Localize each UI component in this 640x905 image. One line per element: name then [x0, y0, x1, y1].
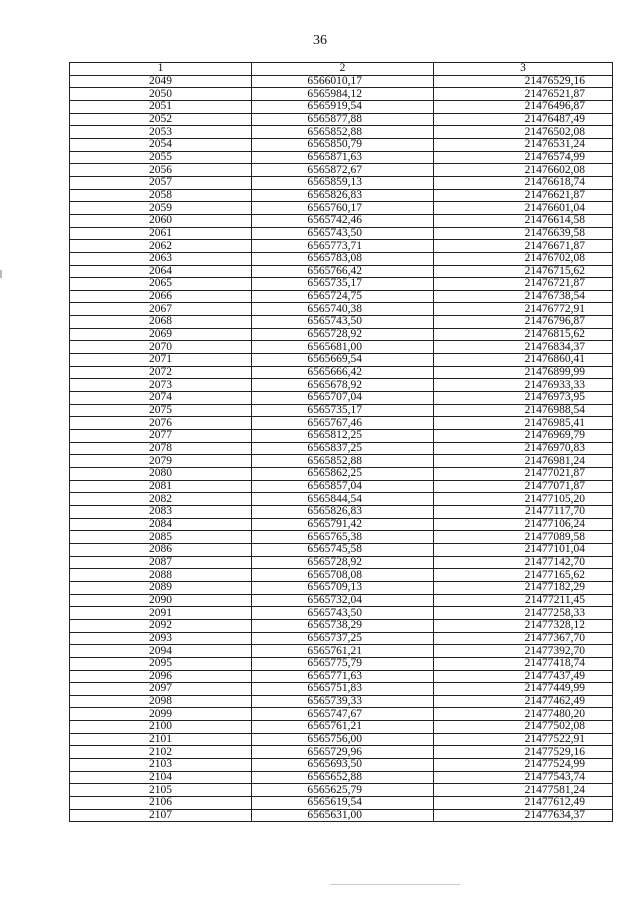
point-number-cell: 2068: [70, 316, 252, 329]
table-row: [70, 518, 613, 531]
y-coordinate-cell: 21476973,95: [434, 392, 613, 405]
table-row: [70, 240, 613, 253]
x-coordinate-cell: 6565783,08: [252, 252, 434, 265]
table-row: [70, 176, 613, 189]
point-number-cell: 2095: [70, 657, 252, 670]
y-coordinate-cell: 21477021,87: [434, 468, 613, 481]
point-number-cell: 2107: [70, 809, 252, 822]
point-number-cell: 2099: [70, 708, 252, 721]
point-number-cell: 2100: [70, 721, 252, 734]
table-row: [70, 721, 613, 734]
x-coordinate-cell: 6566010,17: [252, 75, 434, 88]
y-coordinate-cell: 21477543,74: [434, 771, 613, 784]
x-coordinate-cell: 6565984,12: [252, 88, 434, 101]
y-coordinate-cell: 21477612,49: [434, 797, 613, 810]
x-coordinate-cell: 6565631,00: [252, 809, 434, 822]
table-row: [70, 695, 613, 708]
point-number-cell: 2067: [70, 303, 252, 316]
x-coordinate-cell: 6565708,08: [252, 569, 434, 582]
point-number-cell: 2074: [70, 392, 252, 405]
table-row: [70, 468, 613, 481]
x-coordinate-cell: 6565669,54: [252, 354, 434, 367]
table-row: [70, 581, 613, 594]
point-number-cell: 2051: [70, 100, 252, 113]
x-coordinate-cell: 6565837,25: [252, 442, 434, 455]
point-number-cell: 2101: [70, 733, 252, 746]
x-coordinate-cell: 6565765,38: [252, 531, 434, 544]
point-number-cell: 2056: [70, 164, 252, 177]
page-number: 36: [313, 33, 327, 48]
table-row: [70, 480, 613, 493]
y-coordinate-cell: 21477392,70: [434, 645, 613, 658]
point-number-cell: 2075: [70, 404, 252, 417]
point-number-cell: 2106: [70, 797, 252, 810]
point-number-cell: 2049: [70, 75, 252, 88]
x-coordinate-cell: 6565666,42: [252, 366, 434, 379]
point-number-cell: 2062: [70, 240, 252, 253]
table-row: [70, 126, 613, 139]
y-coordinate-cell: 21477502,08: [434, 721, 613, 734]
table-row: [70, 303, 613, 316]
x-coordinate-cell: 6565791,42: [252, 518, 434, 531]
point-number-cell: 2061: [70, 227, 252, 240]
y-coordinate-cell: 21477328,12: [434, 619, 613, 632]
table-row: [70, 543, 613, 556]
x-coordinate-cell: 6565871,63: [252, 151, 434, 164]
point-number-cell: 2054: [70, 138, 252, 151]
y-coordinate-cell: 21477634,37: [434, 809, 613, 822]
table-row: [70, 708, 613, 721]
x-coordinate-cell: 6565745,58: [252, 543, 434, 556]
y-coordinate-cell: 21476796,87: [434, 316, 613, 329]
point-number-cell: 2059: [70, 202, 252, 215]
x-coordinate-cell: 6565761,21: [252, 645, 434, 658]
x-coordinate-cell: 6565919,54: [252, 100, 434, 113]
table-row: [70, 645, 613, 658]
y-coordinate-cell: 21477182,29: [434, 581, 613, 594]
column-header-1: 1: [70, 63, 252, 76]
y-coordinate-cell: 21477367,70: [434, 632, 613, 645]
point-number-cell: 2086: [70, 543, 252, 556]
table-row: [70, 290, 613, 303]
x-coordinate-cell: 6565767,46: [252, 417, 434, 430]
x-coordinate-cell: 6565760,17: [252, 202, 434, 215]
y-coordinate-cell: 21476969,79: [434, 430, 613, 443]
y-coordinate-cell: 21477165,62: [434, 569, 613, 582]
y-coordinate-cell: 21476502,08: [434, 126, 613, 139]
y-coordinate-cell: 21477101,04: [434, 543, 613, 556]
x-coordinate-cell: 6565852,88: [252, 126, 434, 139]
table-row: [70, 759, 613, 772]
y-coordinate-cell: 21477522,91: [434, 733, 613, 746]
y-coordinate-cell: 21476899,99: [434, 366, 613, 379]
x-coordinate-cell: 6565652,88: [252, 771, 434, 784]
x-coordinate-cell: 6565740,38: [252, 303, 434, 316]
y-coordinate-cell: 21476521,87: [434, 88, 613, 101]
table-row: [70, 202, 613, 215]
point-number-cell: 2055: [70, 151, 252, 164]
table-row: [70, 404, 613, 417]
point-number-cell: 2064: [70, 265, 252, 278]
y-coordinate-cell: 21477071,87: [434, 480, 613, 493]
y-coordinate-cell: 21477480,20: [434, 708, 613, 721]
x-coordinate-cell: 6565728,92: [252, 556, 434, 569]
y-coordinate-cell: 21476721,87: [434, 278, 613, 291]
y-coordinate-cell: 21477449,99: [434, 683, 613, 696]
y-coordinate-cell: 21476614,58: [434, 214, 613, 227]
y-coordinate-cell: 21477258,33: [434, 607, 613, 620]
y-coordinate-cell: 21477089,58: [434, 531, 613, 544]
x-coordinate-cell: 6565724,75: [252, 290, 434, 303]
y-coordinate-cell: 21477529,16: [434, 746, 613, 759]
point-number-cell: 2087: [70, 556, 252, 569]
table-row: [70, 657, 613, 670]
x-coordinate-cell: 6565844,54: [252, 493, 434, 506]
point-number-cell: 2096: [70, 670, 252, 683]
x-coordinate-cell: 6565735,17: [252, 404, 434, 417]
x-coordinate-cell: 6565709,13: [252, 581, 434, 594]
y-coordinate-cell: 21476531,24: [434, 138, 613, 151]
x-coordinate-cell: 6565862,25: [252, 468, 434, 481]
point-number-cell: 2072: [70, 366, 252, 379]
table-row: [70, 493, 613, 506]
point-number-cell: 2070: [70, 341, 252, 354]
table-row: [70, 733, 613, 746]
x-coordinate-cell: 6565693,50: [252, 759, 434, 772]
margin-mark: [0, 270, 2, 278]
x-coordinate-cell: 6565872,67: [252, 164, 434, 177]
x-coordinate-cell: 6565747,67: [252, 708, 434, 721]
x-coordinate-cell: 6565728,92: [252, 328, 434, 341]
table-row: [70, 88, 613, 101]
point-number-cell: 2091: [70, 607, 252, 620]
x-coordinate-cell: 6565756,00: [252, 733, 434, 746]
x-coordinate-cell: 6565771,63: [252, 670, 434, 683]
point-number-cell: 2083: [70, 505, 252, 518]
y-coordinate-cell: 21476621,87: [434, 189, 613, 202]
table-header-row: [70, 63, 613, 76]
y-coordinate-cell: 21477142,70: [434, 556, 613, 569]
table-row: [70, 366, 613, 379]
x-coordinate-cell: 6565739,33: [252, 695, 434, 708]
y-coordinate-cell: 21477211,45: [434, 594, 613, 607]
table-row: [70, 278, 613, 291]
y-coordinate-cell: 21476671,87: [434, 240, 613, 253]
x-coordinate-cell: 6565859,13: [252, 176, 434, 189]
point-number-cell: 2076: [70, 417, 252, 430]
table-row: [70, 265, 613, 278]
x-coordinate-cell: 6565737,25: [252, 632, 434, 645]
table-row: [70, 417, 613, 430]
point-number-cell: 2065: [70, 278, 252, 291]
y-coordinate-cell: 21476981,24: [434, 455, 613, 468]
bottom-rule: [330, 884, 460, 885]
y-coordinate-cell: 21476970,83: [434, 442, 613, 455]
y-coordinate-cell: 21476496,87: [434, 100, 613, 113]
x-coordinate-cell: 6565773,71: [252, 240, 434, 253]
table-row: [70, 442, 613, 455]
y-coordinate-cell: 21476529,16: [434, 75, 613, 88]
point-number-cell: 2088: [70, 569, 252, 582]
point-number-cell: 2058: [70, 189, 252, 202]
table-row: [70, 328, 613, 341]
x-coordinate-cell: 6565826,83: [252, 189, 434, 202]
y-coordinate-cell: 21476715,62: [434, 265, 613, 278]
table-row: [70, 392, 613, 405]
y-coordinate-cell: 21476601,04: [434, 202, 613, 215]
y-coordinate-cell: 21477105,20: [434, 493, 613, 506]
table-row: [70, 430, 613, 443]
point-number-cell: 2102: [70, 746, 252, 759]
table-row: [70, 569, 613, 582]
y-coordinate-cell: 21476933,33: [434, 379, 613, 392]
table-row: [70, 784, 613, 797]
y-coordinate-cell: 21476772,91: [434, 303, 613, 316]
x-coordinate-cell: 6565877,88: [252, 113, 434, 126]
table-row: [70, 214, 613, 227]
table-row: [70, 75, 613, 88]
table-row: [70, 683, 613, 696]
point-number-cell: 2073: [70, 379, 252, 392]
point-number-cell: 2082: [70, 493, 252, 506]
x-coordinate-cell: 6565761,21: [252, 721, 434, 734]
point-number-cell: 2089: [70, 581, 252, 594]
x-coordinate-cell: 6565766,42: [252, 265, 434, 278]
x-coordinate-cell: 6565826,83: [252, 505, 434, 518]
table-row: [70, 316, 613, 329]
y-coordinate-cell: 21476602,08: [434, 164, 613, 177]
point-number-cell: 2052: [70, 113, 252, 126]
y-coordinate-cell: 21476834,37: [434, 341, 613, 354]
table-row: [70, 341, 613, 354]
x-coordinate-cell: 6565678,92: [252, 379, 434, 392]
table-row: [70, 619, 613, 632]
y-coordinate-cell: 21476985,41: [434, 417, 613, 430]
table-row: [70, 354, 613, 367]
point-number-cell: 2060: [70, 214, 252, 227]
table-row: [70, 556, 613, 569]
x-coordinate-cell: 6565812,25: [252, 430, 434, 443]
y-coordinate-cell: 21477117,70: [434, 505, 613, 518]
point-number-cell: 2094: [70, 645, 252, 658]
table-row: [70, 100, 613, 113]
column-header-3: 3: [434, 63, 613, 76]
y-coordinate-cell: 21476702,08: [434, 252, 613, 265]
y-coordinate-cell: 21476988,54: [434, 404, 613, 417]
column-header-2: 2: [252, 63, 434, 76]
y-coordinate-cell: 21476815,62: [434, 328, 613, 341]
x-coordinate-cell: 6565743,50: [252, 227, 434, 240]
point-number-cell: 2057: [70, 176, 252, 189]
y-coordinate-cell: 21476487,49: [434, 113, 613, 126]
point-number-cell: 2078: [70, 442, 252, 455]
x-coordinate-cell: 6565850,79: [252, 138, 434, 151]
y-coordinate-cell: 21476639,58: [434, 227, 613, 240]
table-row: [70, 746, 613, 759]
table-row: [70, 594, 613, 607]
point-number-cell: 2063: [70, 252, 252, 265]
table-row: [70, 113, 613, 126]
point-number-cell: 2085: [70, 531, 252, 544]
table-row: [70, 607, 613, 620]
point-number-cell: 2080: [70, 468, 252, 481]
point-number-cell: 2081: [70, 480, 252, 493]
x-coordinate-cell: 6565735,17: [252, 278, 434, 291]
y-coordinate-cell: 21477106,24: [434, 518, 613, 531]
point-number-cell: 2084: [70, 518, 252, 531]
table-row: [70, 138, 613, 151]
x-coordinate-cell: 6565751,83: [252, 683, 434, 696]
table-row: [70, 455, 613, 468]
x-coordinate-cell: 6565742,46: [252, 214, 434, 227]
point-number-cell: 2053: [70, 126, 252, 139]
y-coordinate-cell: 21477437,49: [434, 670, 613, 683]
point-number-cell: 2066: [70, 290, 252, 303]
table-row: [70, 379, 613, 392]
x-coordinate-cell: 6565775,79: [252, 657, 434, 670]
point-number-cell: 2098: [70, 695, 252, 708]
x-coordinate-cell: 6565743,50: [252, 316, 434, 329]
x-coordinate-cell: 6565852,88: [252, 455, 434, 468]
point-number-cell: 2103: [70, 759, 252, 772]
point-number-cell: 2069: [70, 328, 252, 341]
y-coordinate-cell: 21477581,24: [434, 784, 613, 797]
point-number-cell: 2097: [70, 683, 252, 696]
table-row: [70, 632, 613, 645]
y-coordinate-cell: 21476738,54: [434, 290, 613, 303]
x-coordinate-cell: 6565619,54: [252, 797, 434, 810]
point-number-cell: 2104: [70, 771, 252, 784]
x-coordinate-cell: 6565707,04: [252, 392, 434, 405]
x-coordinate-cell: 6565857,04: [252, 480, 434, 493]
y-coordinate-cell: 21477418,74: [434, 657, 613, 670]
point-number-cell: 2090: [70, 594, 252, 607]
point-number-cell: 2105: [70, 784, 252, 797]
y-coordinate-cell: 21476860,41: [434, 354, 613, 367]
table-row: [70, 771, 613, 784]
y-coordinate-cell: 21476574,99: [434, 151, 613, 164]
point-number-cell: 2077: [70, 430, 252, 443]
table-row: [70, 164, 613, 177]
table-row: [70, 189, 613, 202]
point-number-cell: 2071: [70, 354, 252, 367]
y-coordinate-cell: 21477524,99: [434, 759, 613, 772]
x-coordinate-cell: 6565732,04: [252, 594, 434, 607]
table-row: [70, 505, 613, 518]
point-number-cell: 2092: [70, 619, 252, 632]
point-number-cell: 2079: [70, 455, 252, 468]
table-body: [70, 75, 613, 822]
y-coordinate-cell: 21477462,49: [434, 695, 613, 708]
table-row: [70, 531, 613, 544]
table-row: [70, 797, 613, 810]
x-coordinate-cell: 6565743,50: [252, 607, 434, 620]
y-coordinate-cell: 21476618,74: [434, 176, 613, 189]
x-coordinate-cell: 6565625,79: [252, 784, 434, 797]
table-row: [70, 227, 613, 240]
table-row: [70, 252, 613, 265]
x-coordinate-cell: 6565729,96: [252, 746, 434, 759]
x-coordinate-cell: 6565738,29: [252, 619, 434, 632]
table-row: [70, 670, 613, 683]
point-number-cell: 2093: [70, 632, 252, 645]
point-number-cell: 2050: [70, 88, 252, 101]
coordinates-table: [69, 62, 613, 822]
table-row: [70, 151, 613, 164]
table-row: [70, 809, 613, 822]
x-coordinate-cell: 6565681,00: [252, 341, 434, 354]
